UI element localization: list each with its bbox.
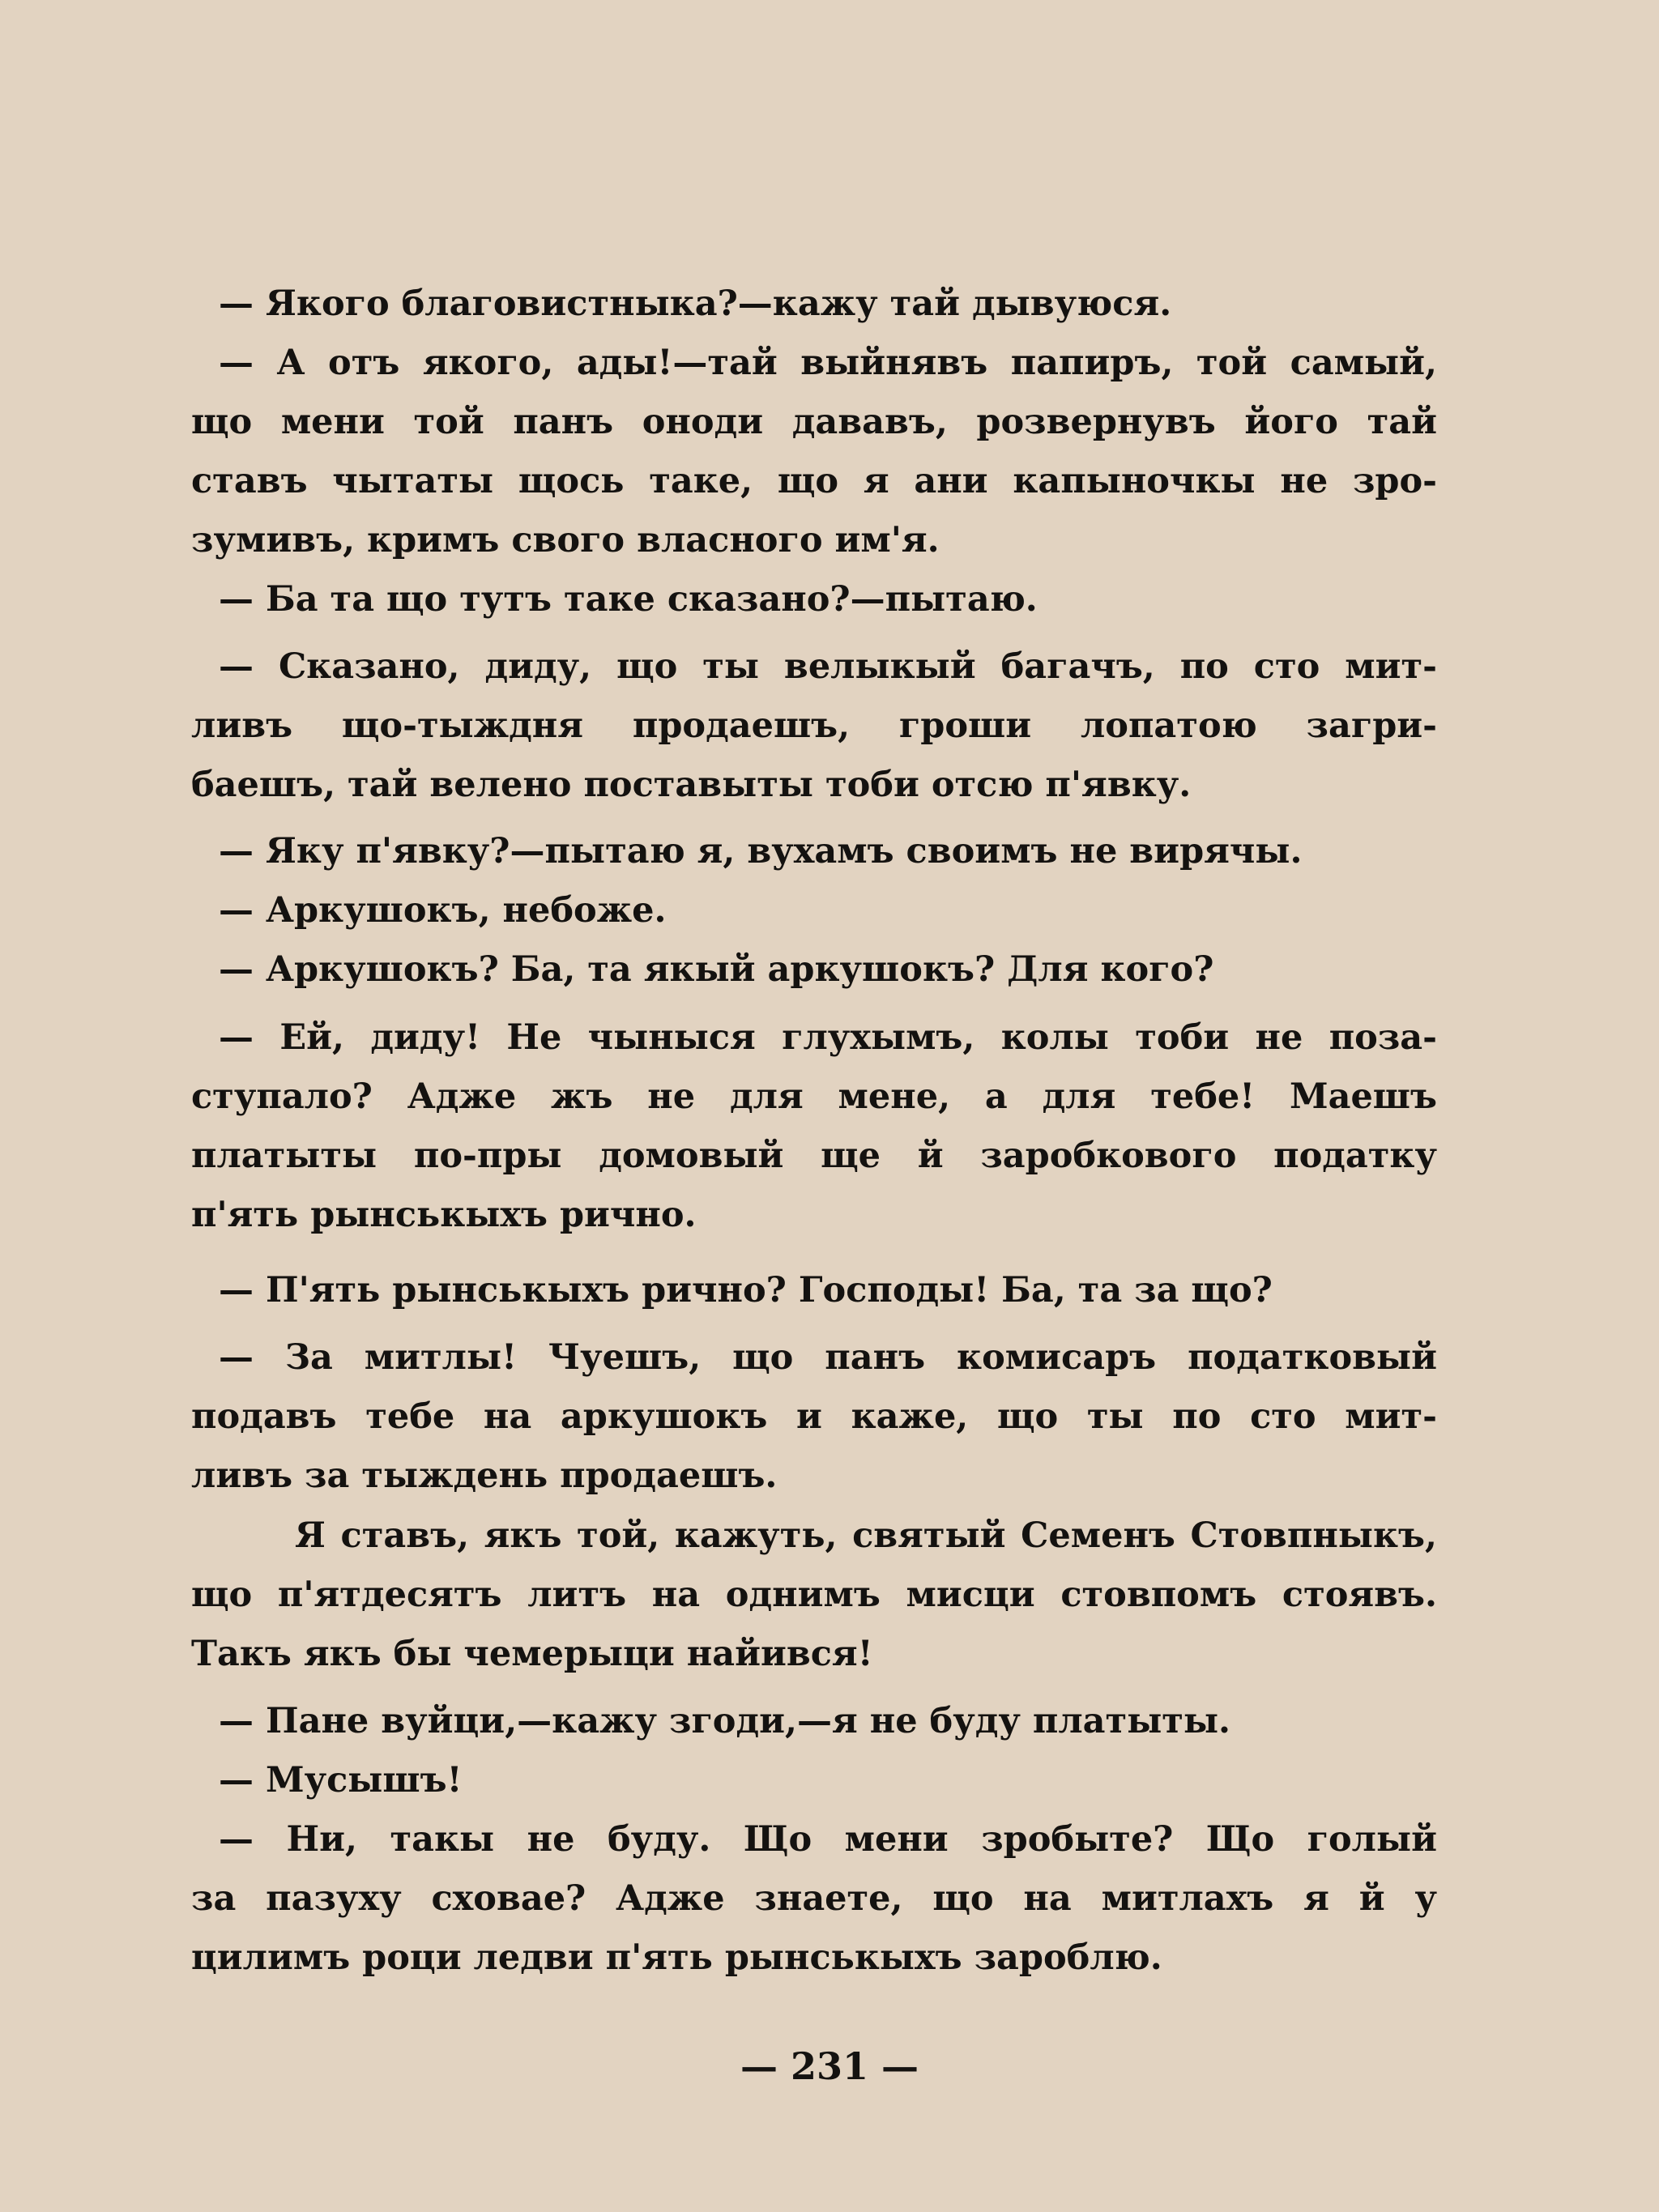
text-line: — Аркушокъ, небоже.	[219, 890, 667, 931]
text-line: — Ни, такы не буду. Що мени зробыте? Що голый	[219, 1819, 1437, 1860]
text-line: подавъ тебе на аркушокъ и каже, що ты по сто мит-	[191, 1396, 1437, 1437]
text-line: — Якого благовистныка?—кажу тай дывуюся.	[219, 283, 1172, 324]
text-line: що п'ятдесятъ литъ на однимъ мисци стовпомъ стоявъ.	[191, 1575, 1437, 1615]
text-line: Я ставъ, якъ той, кажуть, святый Семенъ Стовпныкъ,	[295, 1515, 1437, 1556]
text-line: — Аркушокъ? Ба, та якый аркушокъ? Для кого?	[219, 949, 1214, 990]
text-line: — П'ять рынськыхъ рично? Господы! Ба, та за що?	[219, 1270, 1273, 1311]
text-line: ливъ за тыждень продаешъ.	[191, 1455, 778, 1496]
text-line: — Яку п'явку?—пытаю я, вухамъ своимъ не вирячы.	[219, 831, 1303, 872]
text-line: зумивъ, кримъ свого власного им'я.	[191, 520, 940, 560]
text-line: що мени той панъ оноди дававъ, розвернувъ його тай	[191, 402, 1437, 442]
text-line: п'ять рынськыхъ рично.	[191, 1195, 697, 1235]
text-line: — Ба та що тутъ таке сказано?—пытаю.	[219, 579, 1038, 620]
text-line: ливъ що-тыждня продаешъ, гроши лопатою загри-	[191, 705, 1437, 746]
text-line: — Сказано, диду, що ты велыкый багачъ, по сто мит-	[219, 646, 1437, 687]
text-line: платыты по-пры домовый ще й заробкового податку	[191, 1136, 1437, 1176]
text-line: за пазуху сховае? Адже знаете, що на митлахъ я й у	[191, 1878, 1437, 1919]
text-line: — А отъ якого, ады!—тай выйнявъ папиръ, той самый,	[219, 343, 1437, 383]
text-line: — Ей, диду! Не чыныся глухымъ, колы тоби не поза-	[219, 1017, 1437, 1058]
text-line: — Мусышъ!	[219, 1760, 463, 1801]
text-line: баешъ, тай велено поставыты тоби отсю п'явку.	[191, 765, 1192, 805]
text-line: Такъ якъ бы чемерыци найився!	[191, 1634, 873, 1674]
text-line: цилимъ роци ледви п'ять рынськыхъ зароблю.	[191, 1937, 1162, 1978]
text-line: ставъ чытаты щось таке, що я ани капыночкы не зро-	[191, 461, 1437, 501]
page-number: — 231 —	[740, 2044, 919, 2088]
text-line: ступало? Адже жъ не для мене, а для тебе! Маешъ	[191, 1076, 1437, 1117]
text-line: — Пане вуйци,—кажу згоди,—я не буду платыты.	[219, 1701, 1231, 1741]
text-line: — За митлы! Чуешъ, що панъ комисаръ податковый	[219, 1337, 1437, 1378]
